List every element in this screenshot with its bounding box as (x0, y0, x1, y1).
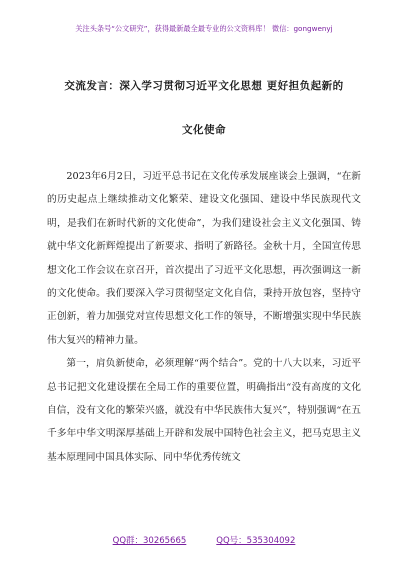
paragraph-2: 第一，肩负新使命，必须理解“两个结合”。党的十八大以来，习近平总书记把文化建设摆在全局工作的重要位置，明确指出“没有高度的文化自信，没有文化的繁荣兴盛，就没有中华民族伟大复兴”，特别强调“在五千多年中华文明深厚基础上开辟和发展中国特色社会主义，把马克思主义基本原理同中国具体实际、同中华优秀传统文 (47, 358, 361, 463)
footer-contact (0, 534, 408, 546)
document-body (47, 165, 361, 469)
header-notice: 关注头条号“公文研究”，获得最新最全最专业的公文资料库！ 微信：gongwenyj (75, 24, 333, 33)
footer-qq-number: QQ号：535304092 (216, 536, 296, 546)
document-title-line-1: 交流发言：深入学习贯彻习近平文化思想 更好担负起新的 (64, 80, 344, 92)
paragraph-1: 2023年6月2日，习近平总书记在文化传承发展座谈会上强调，“在新的历史起点上继续推动文化繁荣、建设文化强国、建设中华民族现代文明，是我们在新时代新的文化使命”，为我们建设社会主义文化强国、铸就中华文化新辉煌提出了新要求、指明了新路径。金秋十月，全国宣传思想文化工作会议在京召开，首次提出了习近平文化思想，再次强调这一新的文化使命。我们要深入学习贯彻坚定文化自信，秉持开放包容，坚持守正创新，着力加强党对宣传思想文化工作的领导，不断增强实现中华民族伟大复兴的精神力量。 (47, 171, 361, 346)
document-title-line-2: 文化使命 (182, 124, 226, 136)
footer-qq-group: QQ群：30265665 (112, 536, 187, 546)
